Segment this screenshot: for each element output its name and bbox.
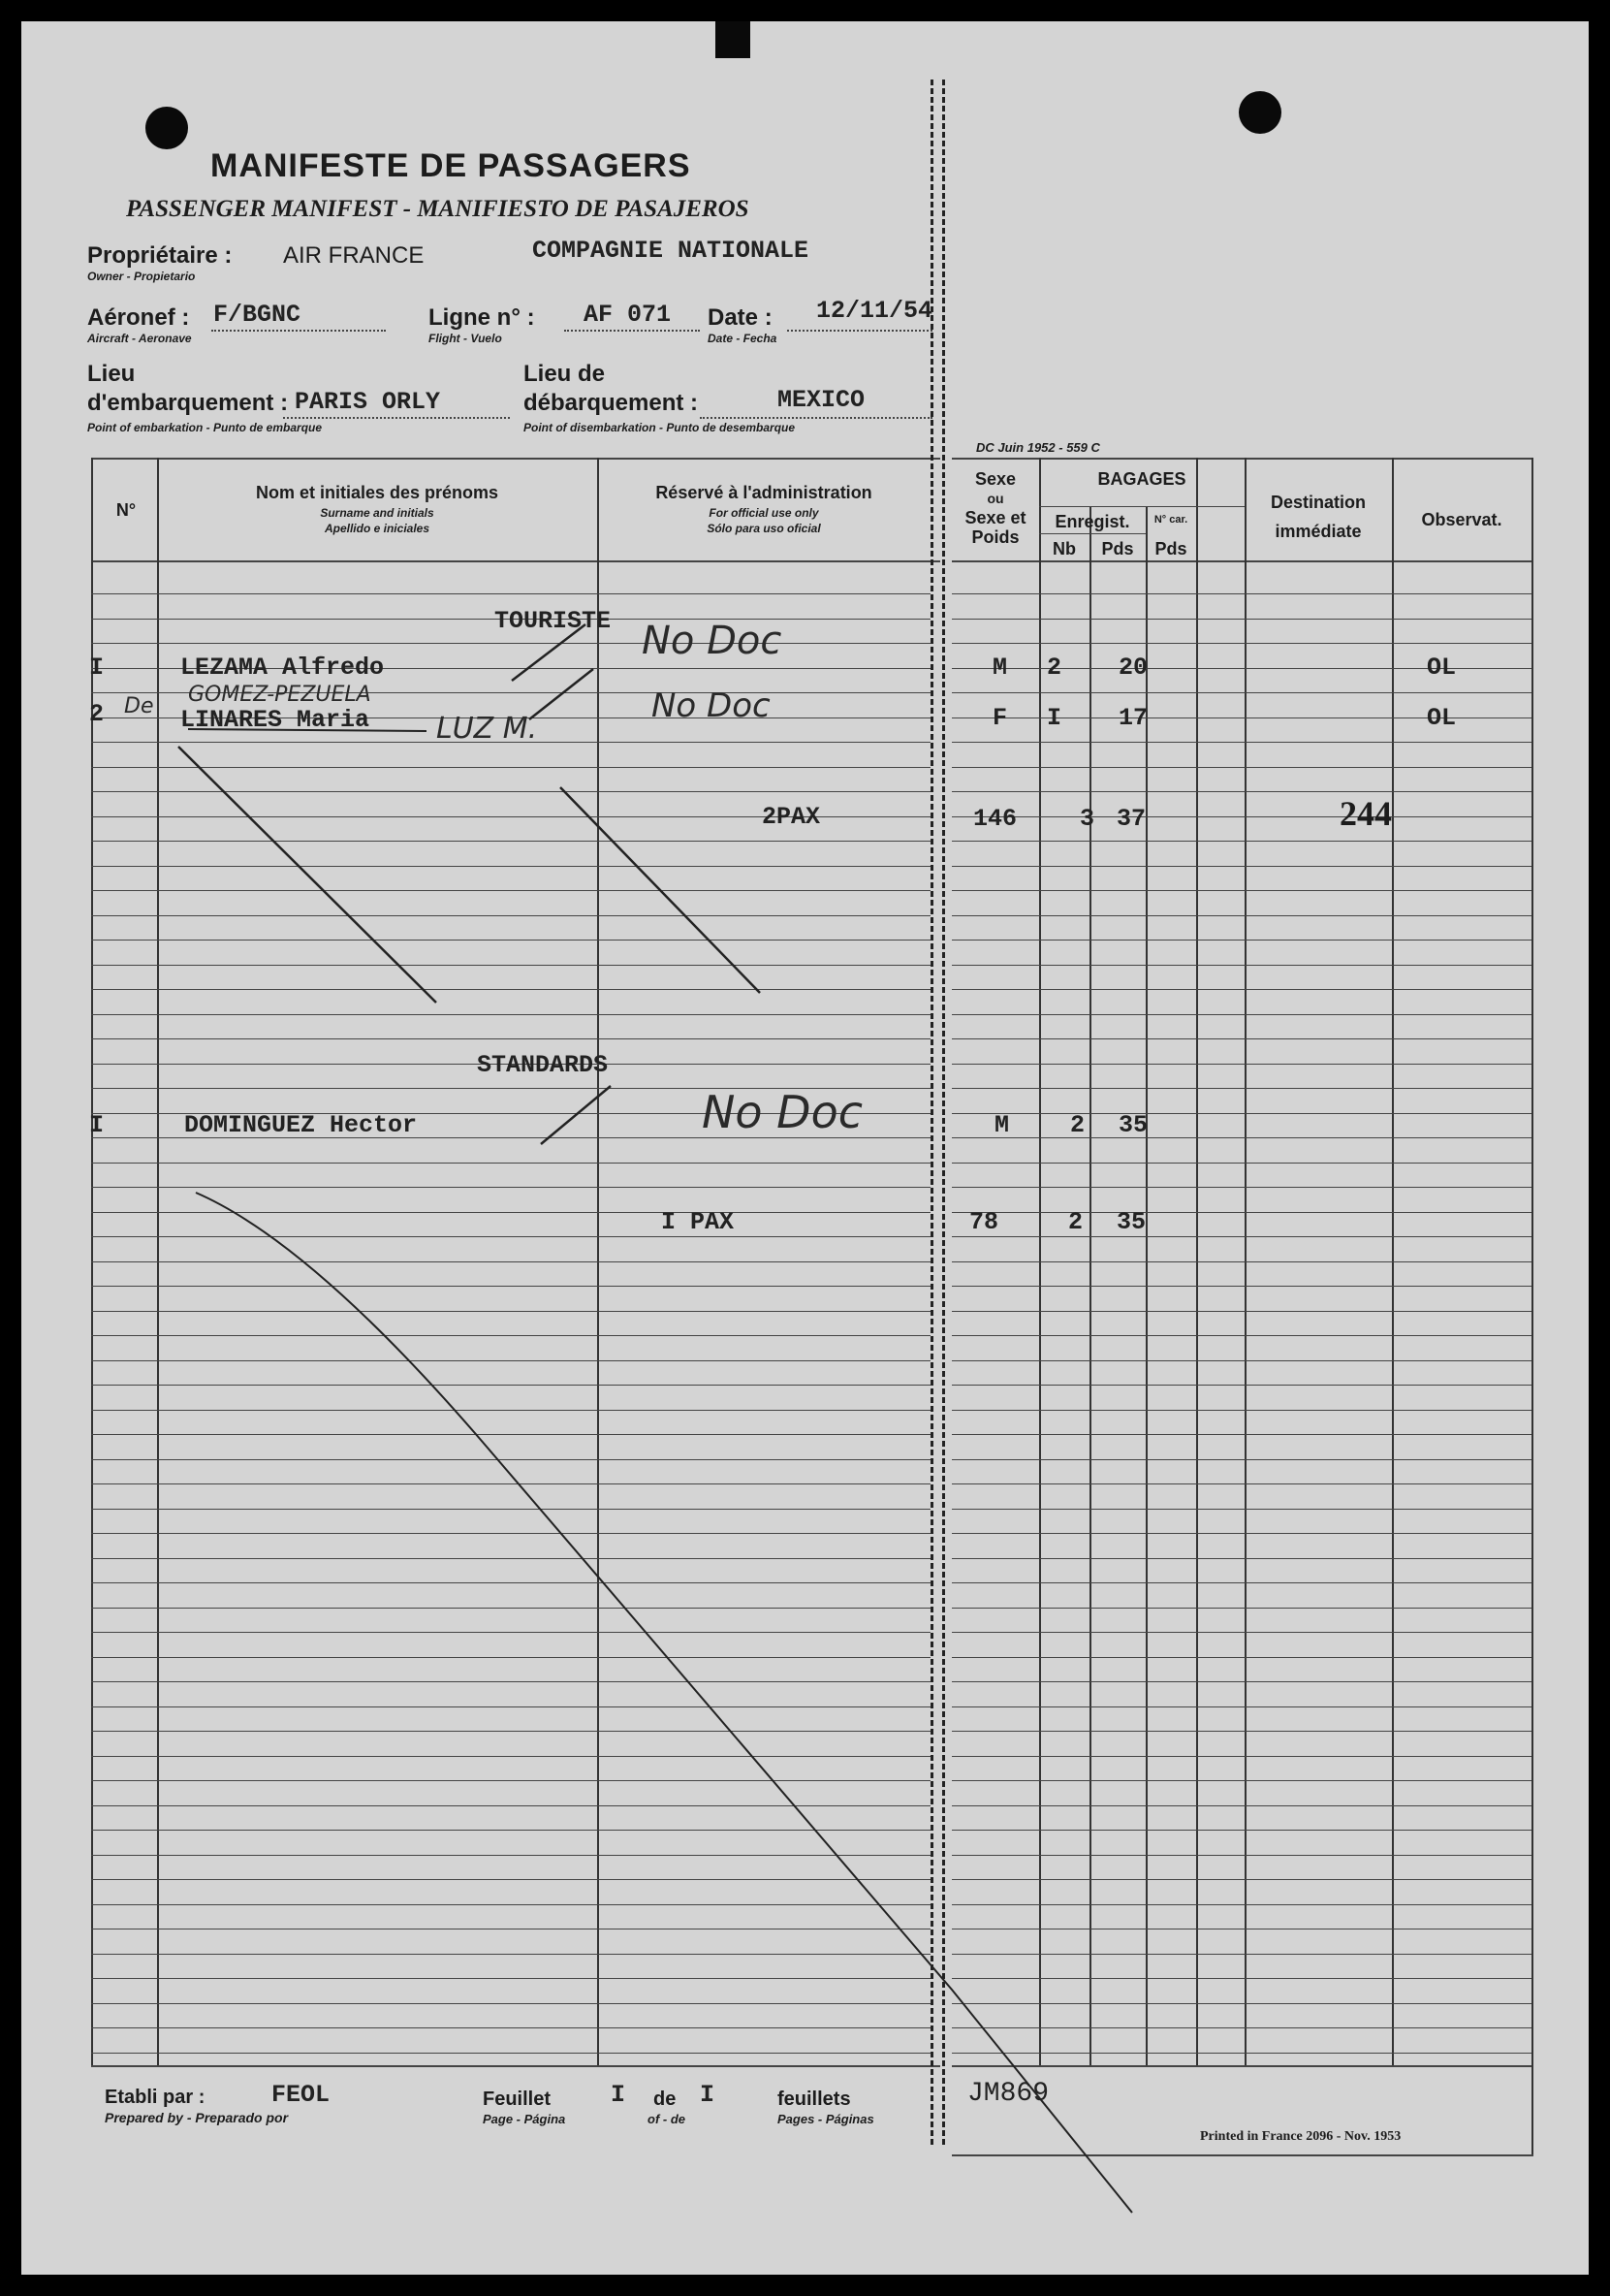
header-admin-es: Sólo para uso oficial — [707, 522, 821, 535]
row-pds: 17 — [1119, 704, 1149, 732]
etabli-label: Etabli par : — [105, 2087, 205, 2108]
row-obs: OL — [1427, 654, 1457, 682]
embark-value: PARIS ORLY — [295, 388, 441, 416]
feuillets-label: feuillets — [777, 2089, 851, 2110]
header-sex4: Poids — [971, 527, 1020, 547]
pen-strokes — [21, 21, 1589, 2275]
total-weight: 146 — [973, 805, 1018, 833]
row-nb: 2 — [1070, 1111, 1086, 1139]
header-no: N° — [115, 500, 137, 520]
row-name: LINARES Maria — [180, 706, 370, 734]
flight-small: Flight - Vuelo — [428, 332, 502, 345]
de-label: de — [653, 2089, 677, 2110]
total-label: I PAX — [661, 1208, 735, 1236]
disembark-label2: débarquement : — [523, 390, 699, 416]
section-standard: STANDARDS — [477, 1051, 609, 1079]
date-small: Date - Fecha — [708, 332, 777, 345]
page-subtitle: PASSENGER MANIFEST - MANIFIESTO DE PASAJEROS — [126, 196, 749, 222]
feuillet-small: Page - Página — [483, 2112, 566, 2126]
handwritten-name-suffix: LUZ M. — [436, 712, 538, 746]
header-admin: Réservé à l'administration — [655, 483, 872, 502]
disembark-value: MEXICO — [777, 386, 866, 414]
manifest-sheet — [21, 21, 1589, 2275]
embark-small: Point of embarkation - Punto de embarque — [87, 421, 323, 434]
owner-label: Propriétaire : — [87, 242, 233, 269]
printed-note: Printed in France 2096 - Nov. 1953 — [1200, 2129, 1402, 2144]
feuillets-small: Pages - Páginas — [777, 2112, 874, 2126]
total-pds: 35 — [1117, 1208, 1147, 1236]
header-ncar: N° car. — [1153, 514, 1188, 526]
etabli-small: Prepared by - Preparado por — [105, 2110, 289, 2125]
header-sex2: ou — [987, 491, 1004, 506]
form-code: DC Juin 1952 - 559 C — [976, 440, 1100, 455]
stamp-code: JM869 — [967, 2079, 1050, 2109]
page-title: MANIFESTE DE PASSAGERS — [210, 147, 691, 184]
row-note: No Doc — [642, 619, 782, 663]
row-no: 2 — [89, 700, 105, 728]
feuillet-label: Feuillet — [483, 2089, 552, 2110]
section-tourist: TOURISTE — [494, 607, 612, 635]
row-no: I — [89, 654, 105, 682]
header-sex1: Sexe — [974, 469, 1017, 489]
header-pds2: Pds — [1154, 539, 1187, 558]
disembark-label1: Lieu de — [523, 361, 606, 387]
total-label: 2PAX — [762, 803, 821, 831]
header-bagages: BAGAGES — [1097, 469, 1186, 489]
embark-label1: Lieu — [87, 361, 136, 387]
row-nb: I — [1047, 704, 1062, 732]
aircraft-value: F/BGNC — [213, 301, 301, 329]
header-sex3: Sexe et — [964, 508, 1026, 527]
header-pds: Pds — [1101, 539, 1134, 558]
total-pds: 37 — [1117, 805, 1147, 833]
row-no: I — [89, 1111, 105, 1139]
row-nb: 2 — [1047, 654, 1062, 682]
de-small: of - de — [647, 2112, 685, 2126]
header-admin-en: For official use only — [709, 506, 819, 520]
row-pds: 35 — [1119, 1111, 1149, 1139]
row-note: No Doc — [651, 686, 771, 725]
aircraft-label: Aéronef : — [87, 304, 190, 331]
total-nb: 2 — [1068, 1208, 1084, 1236]
de-value: I — [700, 2081, 715, 2109]
header-name-es: Apellido e iniciales — [324, 522, 430, 535]
header-nb: Nb — [1053, 539, 1076, 558]
header-name-en: Surname and initials — [320, 506, 434, 520]
date-label: Date : — [708, 304, 773, 331]
total-weight: 78 — [969, 1208, 999, 1236]
total-dest: 244 — [1340, 794, 1392, 833]
row-sex: F — [993, 704, 1008, 732]
handwritten-prefix: De — [124, 694, 154, 718]
aircraft-small: Aircraft - Aeronave — [87, 332, 192, 345]
row-note: No Doc — [702, 1086, 864, 1138]
flight-value: AF 071 — [584, 301, 672, 329]
row-name: DOMINGUEZ Hector — [184, 1111, 418, 1139]
owner-value: AIR FRANCE — [283, 242, 425, 269]
disembark-small: Point of disembarkation - Punto de desembarque — [523, 421, 796, 434]
feuillet-value: I — [611, 2081, 626, 2109]
row-sex: M — [994, 1111, 1010, 1139]
owner-typed: COMPAGNIE NATIONALE — [532, 237, 809, 265]
embark-label2: d'embarquement : — [87, 390, 289, 416]
row-sex: M — [993, 654, 1008, 682]
row-pds: 20 — [1119, 654, 1149, 682]
row-obs: OL — [1427, 704, 1457, 732]
etabli-value: FEOL — [271, 2081, 331, 2109]
header-dest2: immédiate — [1275, 522, 1362, 541]
header-enreg: Enregist. — [1055, 512, 1130, 531]
date-value: 12/11/54 — [816, 297, 933, 325]
header-obs: Observat. — [1421, 510, 1502, 529]
flight-label: Ligne n° : — [428, 304, 535, 331]
row-name: LEZAMA Alfredo — [180, 654, 385, 682]
header-name: Nom et initiales des prénoms — [255, 483, 499, 502]
owner-small: Owner - Propietario — [87, 270, 196, 283]
header-dest1: Destination — [1270, 493, 1366, 512]
total-nb: 3 — [1080, 805, 1095, 833]
handwritten-name-fix: GOMEZ-PEZUELA — [188, 683, 371, 707]
